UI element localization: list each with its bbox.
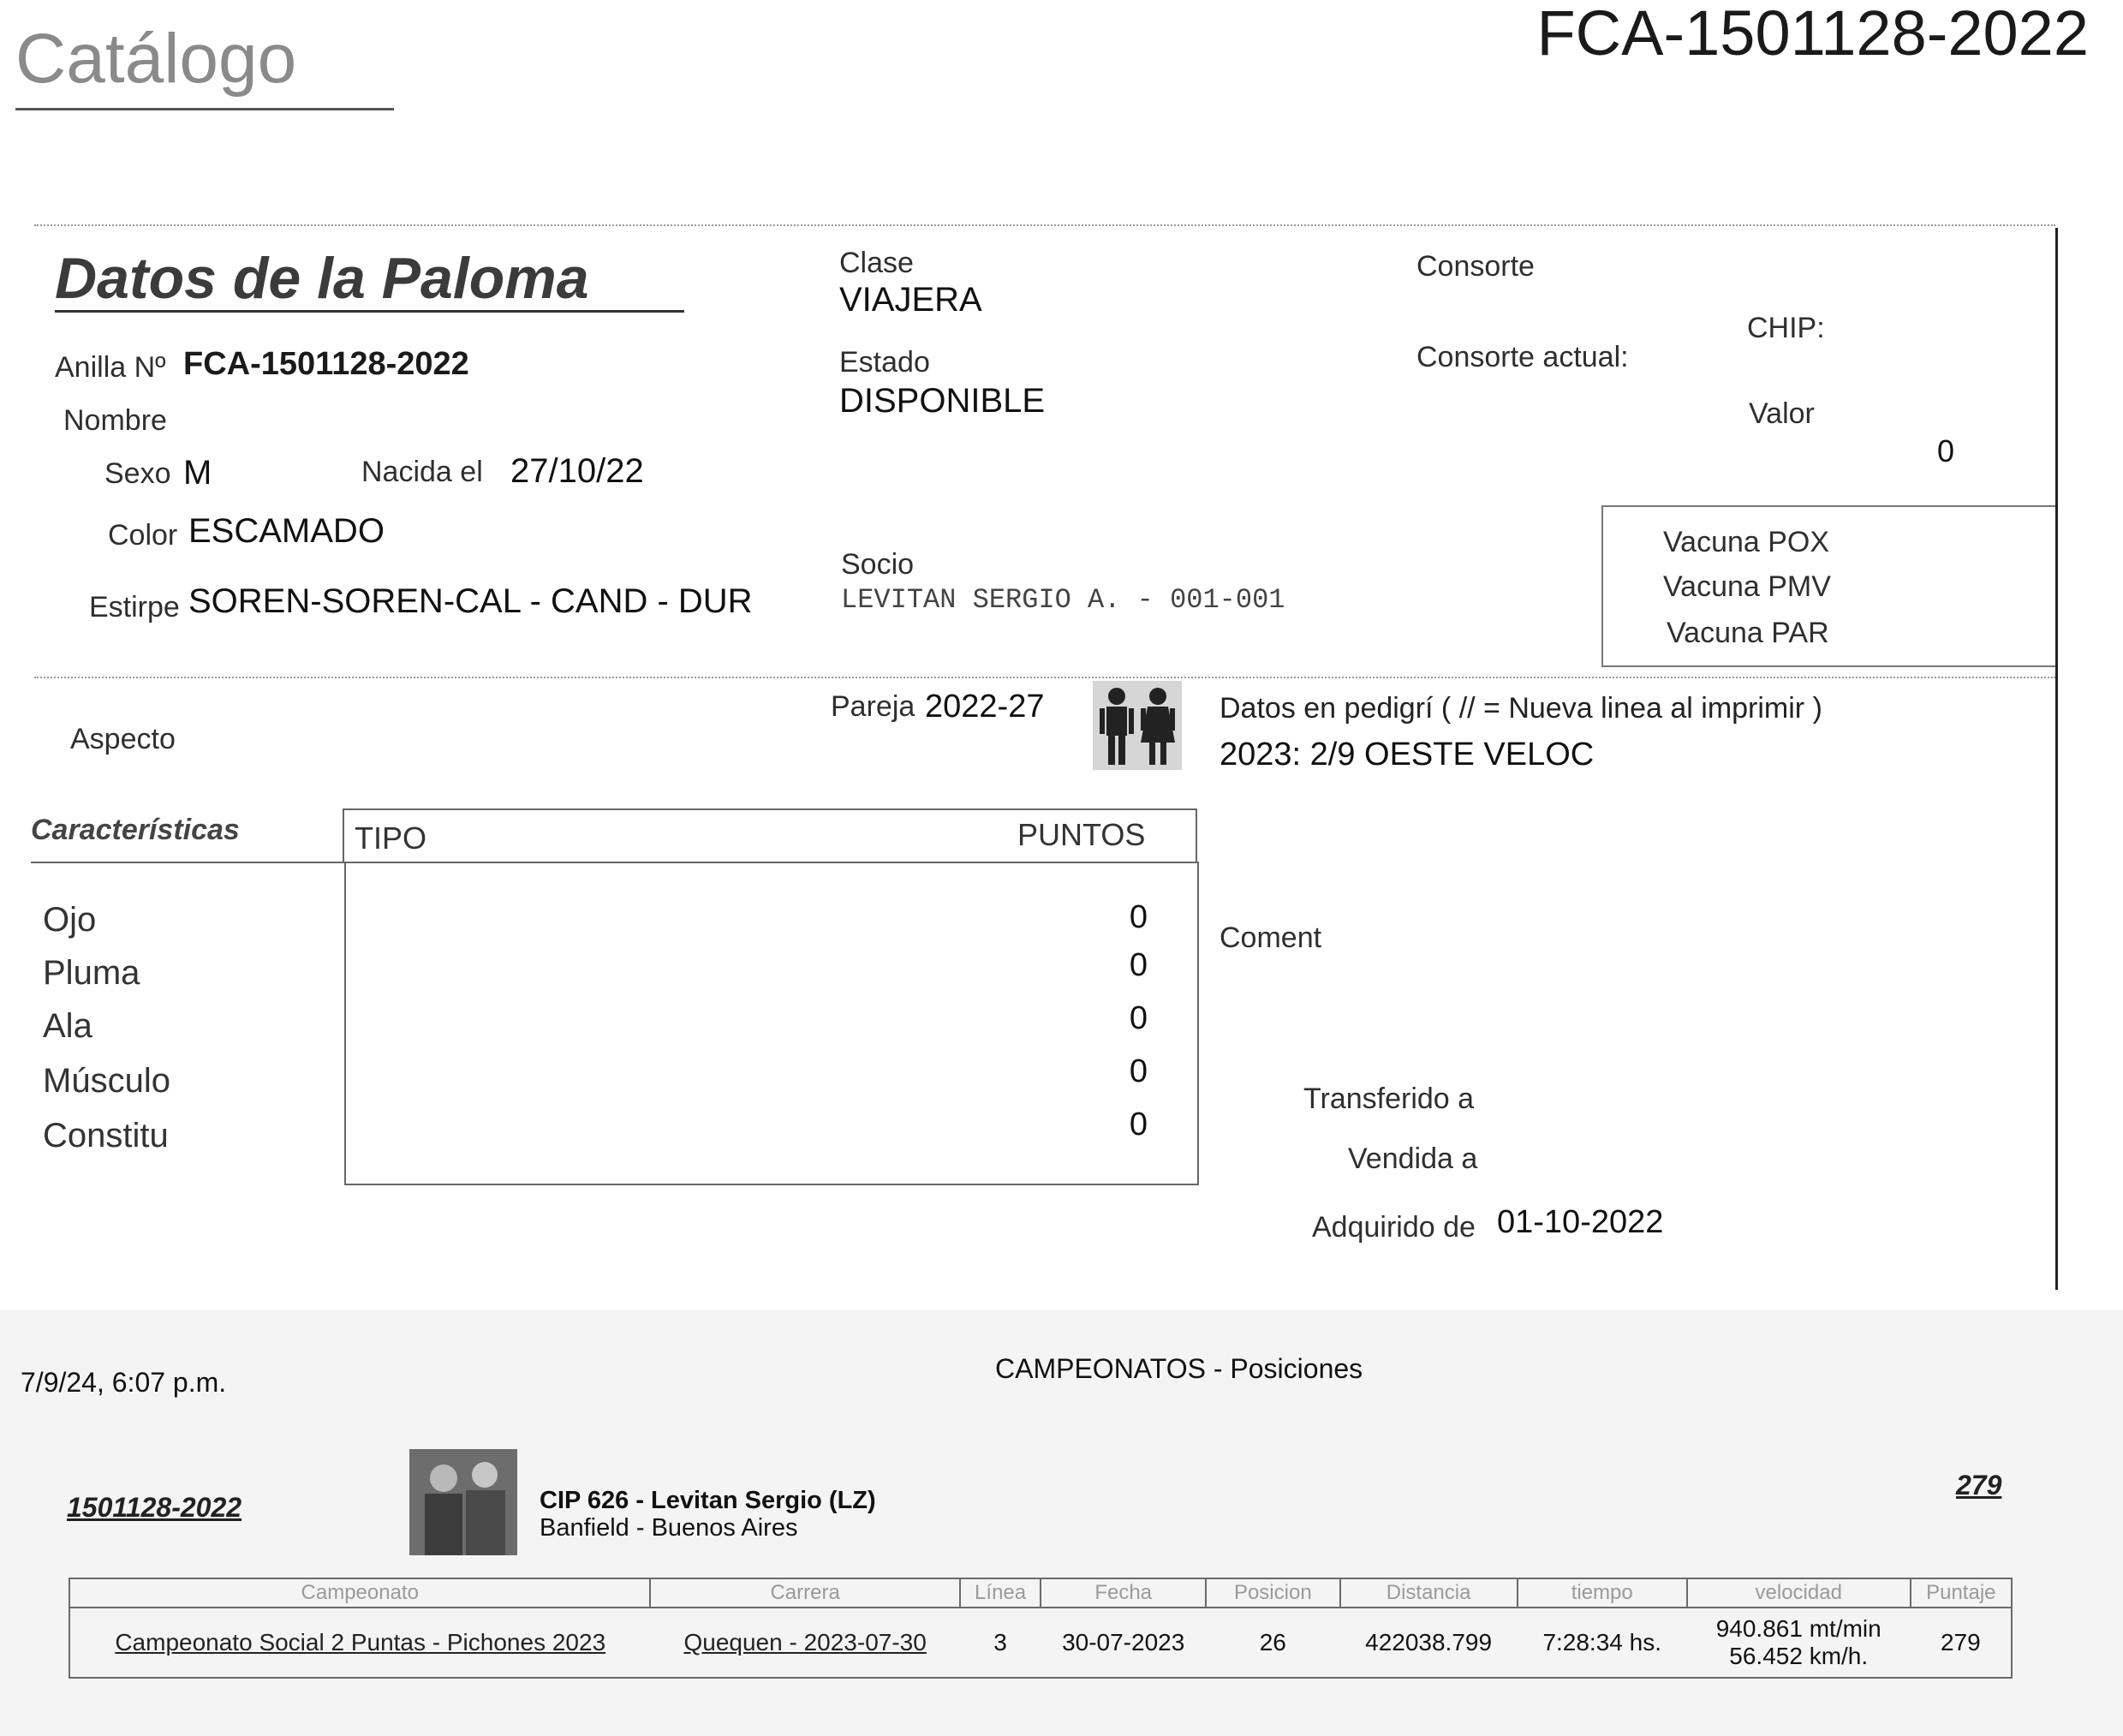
velocidad-cell [1687, 1608, 1911, 1678]
char-pluma-points: 0 [1129, 947, 1148, 983]
positions-table [69, 1578, 2013, 1679]
velocidad-kmh: 56.452 km/h. [1729, 1643, 1869, 1669]
fecha-cell: 30-07-2023 [1041, 1608, 1206, 1678]
puntos-header: PUNTOS [1017, 817, 1146, 852]
campeonato-link[interactable]: Campeonato Social 2 Puntas - Pichones 2023 [115, 1629, 606, 1655]
adquirido-value: 01-10-2022 [1497, 1204, 1664, 1240]
carrera-link[interactable]: Quequen - 2023-07-30 [683, 1629, 927, 1655]
section-right-border [2055, 228, 2058, 1290]
col-linea: Línea [960, 1578, 1041, 1608]
linea-cell: 3 [960, 1608, 1041, 1678]
sexo-label: Sexo [104, 457, 171, 490]
owner-line: CIP 626 - Levitan Sergio (LZ) [540, 1487, 876, 1514]
tiempo-cell: 7:28:34 hs. [1518, 1608, 1687, 1678]
catalog-title: Catálogo [15, 20, 297, 98]
estado-label: Estado [839, 346, 930, 379]
characteristics-table-body [344, 862, 1199, 1185]
nombre-label: Nombre [63, 404, 167, 437]
char-pluma-label: Pluma [43, 954, 140, 992]
vacuna-par-label: Vacuna PAR [1667, 617, 1829, 649]
aspecto-label: Aspecto [70, 723, 176, 755]
table-row [69, 1608, 2012, 1678]
catalog-title-underline [15, 108, 394, 110]
color-label: Color [108, 519, 178, 552]
ring-id-heading: FCA-1501128-2022 [1536, 0, 2089, 69]
report-ring: 1501128-2022 [67, 1492, 242, 1523]
vacuna-pox-label: Vacuna POX [1663, 526, 1830, 558]
nacida-value: 27/10/22 [510, 452, 644, 490]
char-ojo-label: Ojo [43, 901, 97, 939]
char-constitu-points: 0 [1129, 1107, 1148, 1142]
estirpe-label: Estirpe [89, 591, 180, 623]
col-velocidad: velocidad [1687, 1578, 1911, 1608]
sexo-value: M [183, 454, 212, 492]
pareja-value: 2022-27 [925, 689, 1045, 725]
char-ala-label: Ala [43, 1007, 92, 1045]
consorte-actual-label: Consorte actual: [1416, 341, 1629, 373]
consorte-label: Consorte [1416, 250, 1535, 283]
pareja-label: Pareja [831, 690, 915, 723]
caracteristicas-label: Características [31, 814, 240, 846]
anilla-value: FCA-1501128-2022 [183, 346, 469, 382]
vendida-label: Vendida a [1348, 1142, 1478, 1175]
couple-icon [1093, 681, 1182, 770]
char-musculo-points: 0 [1129, 1053, 1148, 1089]
pedigree-label: Datos en pedigrí ( // = Nueva linea al imprimir ) [1220, 692, 1822, 725]
socio-value: LEVITAN SERGIO A. - 001-001 [841, 584, 1285, 616]
puntaje-cell: 279 [1911, 1608, 2012, 1678]
color-value: ESCAMADO [188, 512, 385, 550]
report-title: CAMPEONATOS - Posiciones [995, 1353, 1363, 1384]
col-campeonato: Campeonato [69, 1578, 650, 1608]
valor-value: 0 [1937, 433, 1955, 468]
coment-label: Coment [1220, 922, 1322, 954]
section-top-divider [34, 224, 2055, 226]
socio-label: Socio [841, 548, 915, 581]
caracteristicas-underline [31, 862, 344, 863]
tipo-header: TIPO [355, 820, 427, 856]
owner-photo [409, 1449, 517, 1555]
anilla-label: Anilla Nº [55, 351, 166, 384]
col-distancia: Distancia [1340, 1578, 1518, 1608]
vacuna-pmv-label: Vacuna PMV [1663, 570, 1831, 603]
report-timestamp: 7/9/24, 6:07 p.m. [21, 1367, 227, 1398]
estado-value: DISPONIBLE [839, 382, 1046, 420]
col-puntaje: Puntaje [1911, 1578, 2012, 1608]
nacida-label: Nacida el [361, 456, 483, 488]
adquirido-label: Adquirido de [1312, 1211, 1476, 1244]
transferido-label: Transferido a [1303, 1083, 1475, 1115]
estirpe-value: SOREN-SOREN-CAL - CAND - DUR [188, 582, 753, 620]
col-fecha: Fecha [1041, 1578, 1206, 1608]
distancia-cell: 422038.799 [1340, 1608, 1518, 1678]
clase-label: Clase [839, 247, 914, 279]
char-ala-points: 0 [1129, 1000, 1148, 1036]
section-middle-divider [34, 677, 2055, 678]
section-title: Datos de la Paloma [55, 246, 589, 311]
col-carrera: Carrera [650, 1578, 959, 1608]
total-points: 279 [1956, 1470, 2002, 1500]
valor-label: Valor [1749, 397, 1815, 430]
pedigree-value: 2023: 2/9 OESTE VELOC [1220, 737, 1595, 773]
char-constitu-label: Constitu [43, 1117, 169, 1154]
chip-label: CHIP: [1747, 312, 1825, 344]
col-tiempo: tiempo [1518, 1578, 1687, 1608]
posicion-cell: 26 [1206, 1608, 1340, 1678]
velocidad-mtmin: 940.861 mt/min [1715, 1615, 1881, 1642]
location-line: Banfield - Buenos Aires [540, 1514, 798, 1542]
section-title-underline [55, 310, 684, 313]
col-posicion: Posicion [1206, 1578, 1340, 1608]
char-ojo-points: 0 [1129, 899, 1148, 935]
char-musculo-label: Músculo [43, 1062, 170, 1100]
clase-value: VIAJERA [839, 281, 982, 319]
